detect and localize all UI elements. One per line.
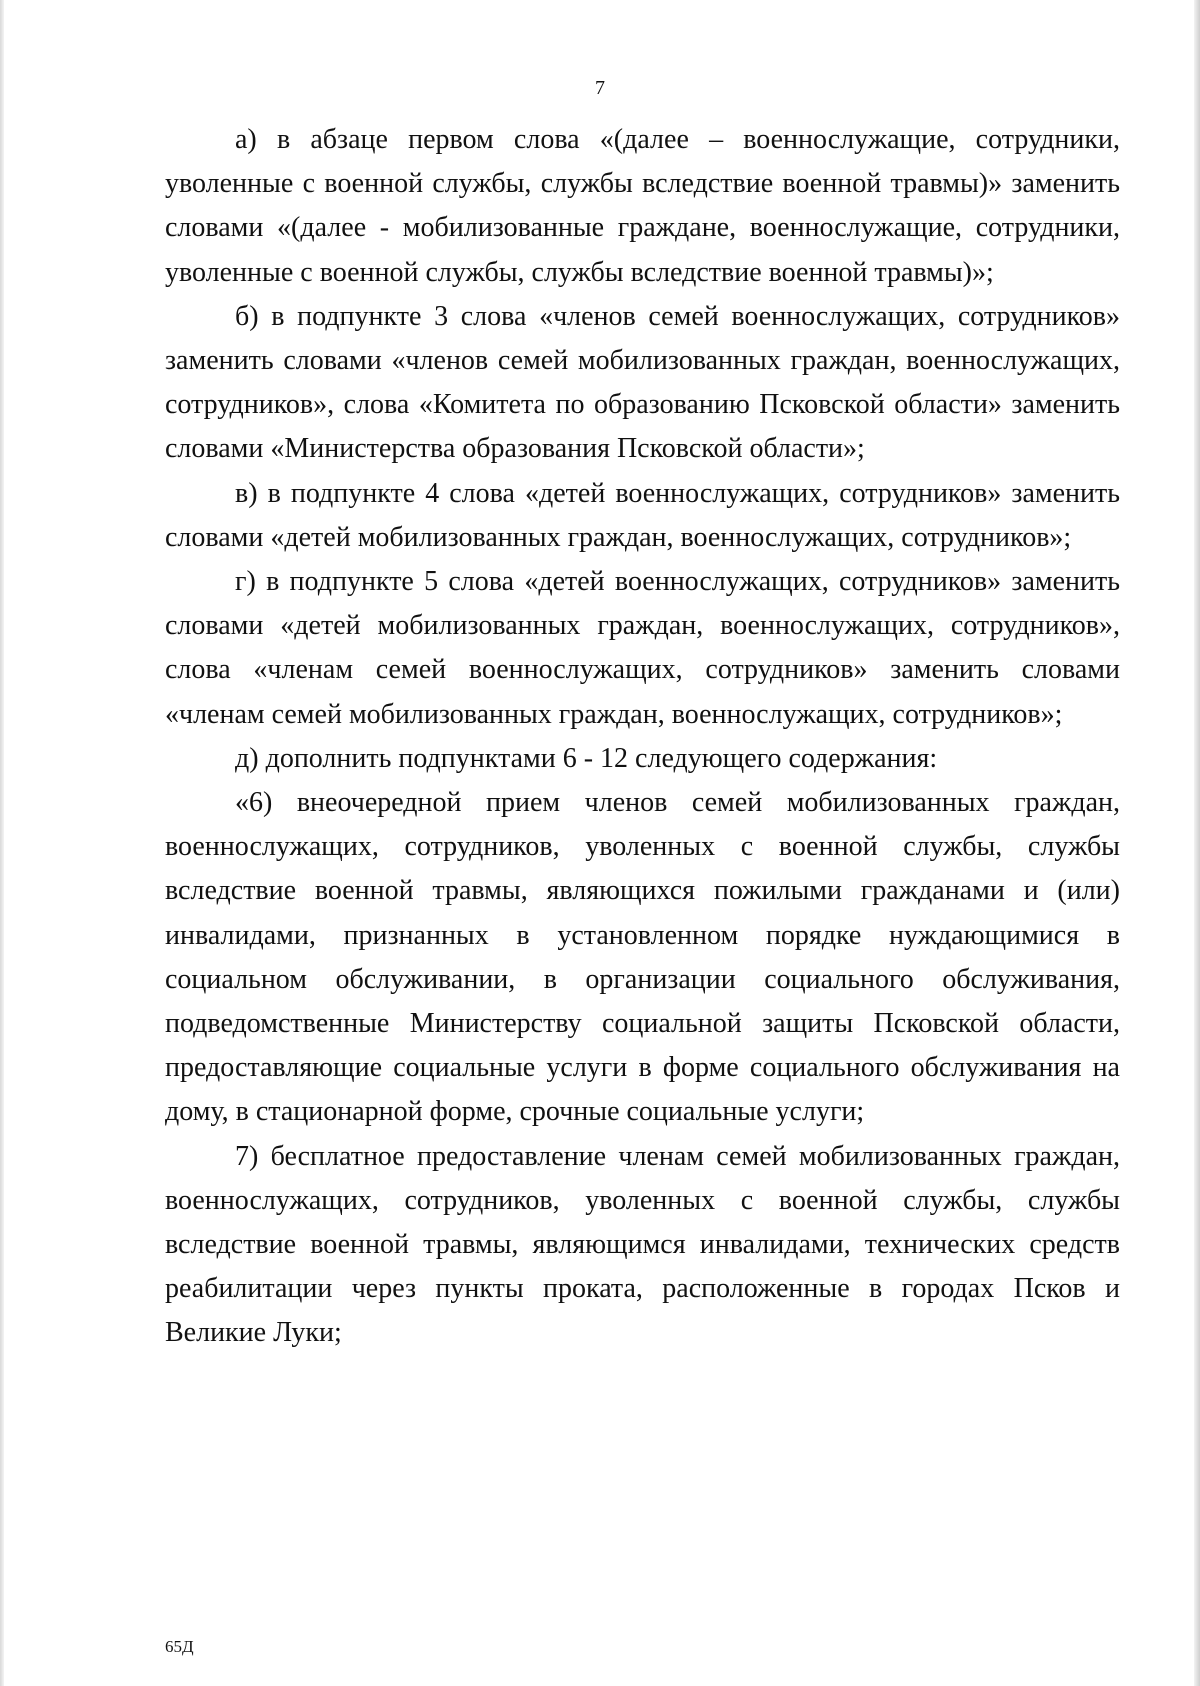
paragraph-d: д) дополнить подпунктами 6 - 12 следующего содержания: [235, 742, 938, 774]
paragraph-g: г) в подпункте 5 слова «детей военнослужащих, сотрудников» заменить словами «детей мобилизованных граждан, военнослужащих, сотрудников», слова «членам семей военнослужащих, сотрудников» заменить словами «членам семей мобилизованных граждан, военнослужащих, сотрудников»; [165, 566, 1120, 730]
scan-edge-right [1194, 0, 1200, 1686]
subitem-7: 7) бесплатное предоставление членам семей мобилизованных граждан, военнослужащих, сотрудников, уволенных с военной службы, службы вследствие военной травмы, являющимся инвалидами, технических средств реабилитации через пункты проката, расположенные в городах Псков и Великие Луки; [165, 1140, 1120, 1349]
footer-code: 65Д [165, 1637, 194, 1656]
paragraph-v: в) в подпункте 4 слова «детей военнослужащих, сотрудников» заменить словами «детей мобилизованных граждан, военнослужащих, сотрудников»; [165, 477, 1120, 553]
document-body [165, 118, 1120, 1356]
paragraph-a: а) в абзаце первом слова «(далее – военнослужащие, сотрудники, уволенные с военной службы, службы вследствие военной травмы)» заменить словами «(далее - мобилизованные граждане, военнослужащие, сотрудники, уволенные с военной службы, службы вследствие военной травмы)»; [165, 124, 1120, 288]
scan-edge-left [0, 0, 4, 1686]
page-number: 7 [595, 77, 605, 99]
paragraph-b: б) в подпункте 3 слова «членов семей военнослужащих, сотрудников» заменить словами «членов семей мобилизованных граждан, военнослужащих, сотрудников», слова «Комитета по образованию Псковской области» заменить словами «Министерства образования Псковской области»; [165, 300, 1120, 465]
subitem-6: «6) внеочередной прием членов семей мобилизованных граждан, военнослужащих, сотрудников, уволенных с военной службы, службы вследствие военной травмы, являющихся пожилыми гражданами и (или) инвалидами, признанных в установленном порядке нуждающимися в социальном обслуживании, в организации социального обслуживания, подведомственные Министерству социальной защиты Псковской области, предоставляющие социальные услуги в форме социального обслуживания на дому, в стационарной форме, срочные социальные услуги; [165, 787, 1120, 1128]
